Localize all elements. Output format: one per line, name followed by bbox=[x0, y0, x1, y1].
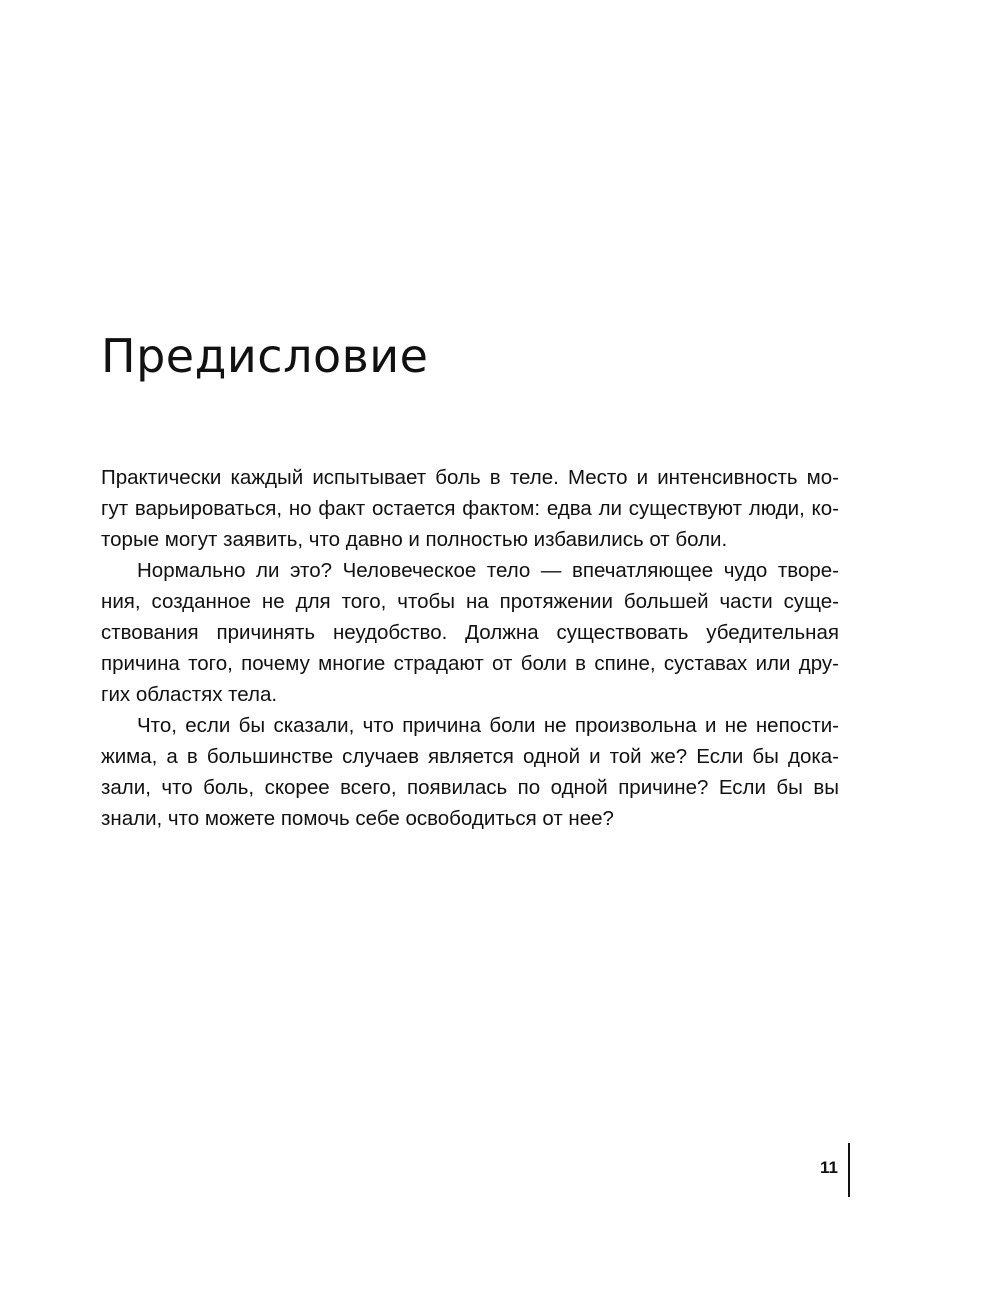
text-line: торые могут заявить, что давно и полностью избавились от боли. bbox=[101, 528, 728, 551]
text-line: зали, что боль, скорее всего, появилась по одной причине? Если бы вы bbox=[101, 776, 839, 799]
text-line: ствования причинять неудобство. Должна существовать убедительная bbox=[101, 621, 839, 644]
text-line: ния, созданное не для того, чтобы на протяжении большей части суще- bbox=[101, 590, 839, 613]
text-line: Нормально ли это? Человеческое тело — впечатляющее чудо творе- bbox=[137, 559, 839, 582]
text-line: гут варьироваться, но факт остается фактом: едва ли существуют люди, ко- bbox=[101, 497, 839, 520]
paragraph-1 bbox=[101, 462, 839, 555]
page-footer bbox=[780, 1143, 850, 1197]
chapter-body bbox=[101, 462, 839, 834]
page-number: 11 bbox=[820, 1158, 838, 1177]
folio-vertical-rule bbox=[848, 1143, 850, 1197]
text-line: знали, что можете помочь себе освободиться от нее? bbox=[101, 807, 614, 830]
chapter-title: Предисловие bbox=[101, 329, 429, 383]
paragraph-2 bbox=[101, 555, 839, 710]
text-line: Что, если бы сказали, что причина боли не произвольна и не непости- bbox=[137, 714, 839, 737]
text-line: жима, а в большинстве случаев является одной и той же? Если бы дока- bbox=[101, 745, 839, 768]
paragraph-3 bbox=[101, 710, 839, 834]
text-line: Практически каждый испытывает боль в теле. Место и интенсивность мо- bbox=[101, 466, 839, 489]
text-line: гих областях тела. bbox=[101, 683, 278, 706]
text-line: причина того, почему многие страдают от боли в спине, суставах или дру- bbox=[101, 652, 839, 675]
